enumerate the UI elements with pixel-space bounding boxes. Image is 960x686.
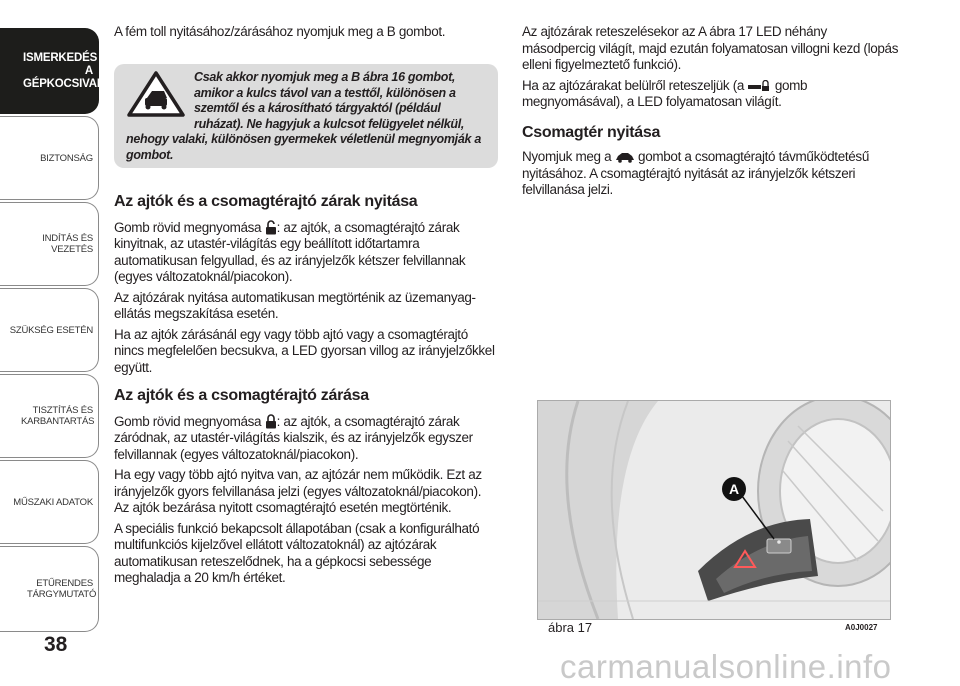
tab-inditas[interactable] — [0, 202, 99, 286]
paragraph-led-lock: Az ajtózárak reteszelésekor az A ábra 17 LED néhány másodpercig világít, majd ezután folyamatosan villogni kezd (lopás elleni figyelmeztető funkció). — [522, 24, 899, 72]
trunk-text-a: Nyomjuk meg a — [522, 149, 612, 164]
figure-code: A0J0027 — [845, 623, 878, 632]
paragraph-fuel-cut: Az ajtózárak nyitása automatikusan megtörténik az üzemanyag-ellátás megszakítása esetén. — [114, 289, 476, 321]
paragraph-trunk — [522, 149, 900, 199]
paragraph-open — [114, 220, 498, 286]
tab-muszaki[interactable] — [0, 460, 99, 544]
close-text-a: Gomb rövid megnyomása — [114, 413, 262, 429]
figure-callout-A: A — [728, 481, 740, 497]
lock-icon — [265, 414, 277, 429]
left-column — [114, 194, 498, 591]
warning-triangle-icon — [126, 70, 186, 118]
paragraph-led-fast: Ha az ajtók zárásánál egy vagy több ajtó vagy a csomagtérajtó nincs megfelelően becsukva, a LED gyorsan villog az irányjelzőkkel együtt. — [114, 326, 495, 375]
tab-label: INDÍTÁS ÉS VEZETÉS — [42, 233, 93, 255]
paragraph-inside-lock — [522, 78, 900, 111]
trunk-text-b: gombot a csomagtérajtó távműködtetésű nyitásához. A csomagtérajtó nyitását az irányjelzők kétszeri felvillanása jelzi. — [522, 149, 869, 197]
tab-label: MŰSZAKI ADATOK — [13, 496, 93, 508]
warning-box — [114, 64, 498, 168]
tab-tisztitas[interactable] — [0, 374, 99, 458]
paragraph-autolock: A speciális funkció bekapcsolt állapotában (csak a konfigurálható multifunkciós kijelzővel ellátott változatoknál) az ajtózárak automatikusan reteszelődnek, ha a gépkocsi sebessége meghaladja a 20 km/h értéket. — [114, 520, 480, 585]
tab-label: SZÜKSÉG ESETÉN — [9, 324, 93, 336]
paragraph-door-open: Ha egy vagy több ajtó nyitva van, az ajtózár nem működik. Ezt az irányjelzők gyors felvillanása jelzi (egyes változatoknál/piacokon). Az ajtók bezárása nyitott csomagtérajtó esetén megtörténik. — [114, 467, 482, 515]
tab-targymutato[interactable] — [0, 546, 99, 632]
intro-block — [114, 24, 498, 45]
figure-caption: ábra 17 — [548, 620, 593, 635]
car-trunk-icon — [615, 151, 635, 163]
warning-text-wrap — [126, 70, 492, 163]
right-column — [522, 24, 900, 203]
open-text-b: : az ajtók, a csomagtérajtó zárak kinyitnak, az utastér-világítás egy beállított időtartamra automatikusan felgyullad, és az irányjelzők kétszer felvillannak (egyes változatoknál/piacokon). — [114, 219, 466, 284]
central-lock-icon — [747, 80, 771, 92]
paragraph-close — [114, 414, 498, 464]
figure-17-image — [537, 400, 891, 620]
tab-biztonsag[interactable] — [0, 116, 99, 200]
tab-label: BIZTONSÁG — [40, 152, 93, 164]
watermark: carmanualsonline.info — [560, 648, 892, 685]
tab-ismerkedes[interactable] — [0, 28, 104, 114]
dashboard-illustration — [538, 401, 890, 619]
inside-lock-text-a: Ha az ajtózárakat belülről reteszeljük (a — [522, 77, 745, 93]
unlock-icon — [265, 220, 277, 235]
close-text-b: : az ajtók, a csomagtérajtó zárak záródnak, az utastér-világítás kialszik, és az irányjelzők egyszer felvillannak (egyes változatoknál/piacokon). — [114, 413, 473, 462]
chapter-sidebar — [0, 0, 104, 640]
warning-text: Csak akkor nyomjuk meg a B ábra 16 gombot, amikor a kulcs távol van a testtől, különösen a szemtől és a károsítható tárgyaktól (például ruházat). Ne hagyjuk a kulcsot felügyelet nélkül, nehogy valaki, különösen gyermekek véletlenül megnyomják a gombot. — [126, 70, 481, 162]
intro-paragraph: A fém toll nyitásához/zárásához nyomjuk meg a B gombot. — [114, 24, 446, 39]
tab-label: ETŰRENDES TÁRGYMUTATÓ — [27, 578, 97, 600]
tab-label: TISZTÍTÁS ÉS KARBANTARTÁS — [21, 405, 95, 427]
heading-csomagter: Csomagtér nyitása — [522, 123, 661, 141]
tab-szukseg[interactable] — [0, 288, 99, 372]
open-text-a: Gomb rövid megnyomása — [114, 219, 262, 235]
inside-lock-text-b: gomb megnyomásával), a LED folyamatosan világít. — [522, 77, 808, 109]
page-number: 38 — [44, 633, 68, 656]
heading-nyitasa: Az ajtók és a csomagtérajtó zárak nyitása — [114, 193, 418, 210]
heading-zarasa: Az ajtók és a csomagtérajtó zárása — [114, 387, 369, 404]
tab-label: ISMERKEDÉS A GÉPKOCSIVAL — [23, 51, 104, 90]
